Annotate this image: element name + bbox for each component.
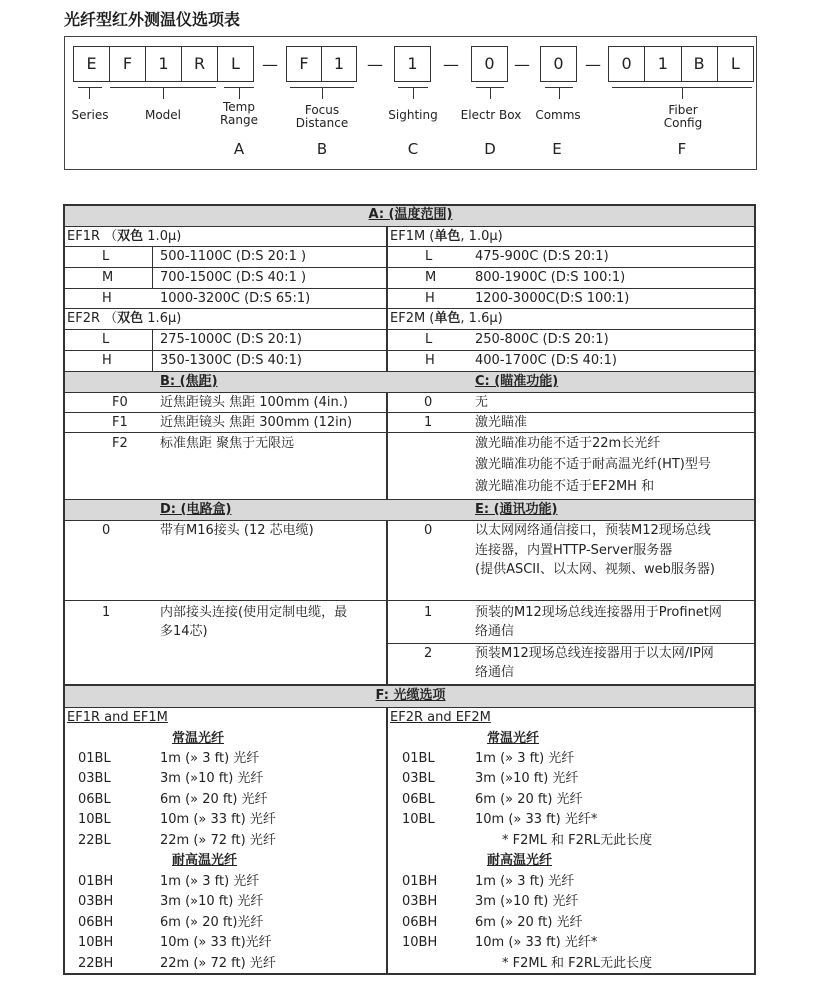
- ef1m-range: 800-1900C (D:S 100:1): [475, 270, 626, 285]
- rule: [65, 288, 754, 289]
- fiber-code: 03BH: [78, 894, 114, 909]
- ef1r-prefix: EF1R （: [67, 229, 118, 244]
- comms-line: 络通信: [475, 665, 515, 680]
- rule: [65, 350, 754, 351]
- rule: [65, 267, 754, 268]
- fiber-text: 3m (»10 ft) 光纤: [160, 771, 264, 786]
- code-char: 1: [333, 54, 345, 73]
- focus-text: 近焦距镜头 焦距 300mm (12in): [160, 415, 353, 430]
- section-f-header: F: 光缆选项: [375, 688, 446, 703]
- fiber-code: 22BL: [78, 833, 111, 848]
- comms-line: 连接器，内置HTTP-Server服务器: [475, 543, 673, 558]
- code-char: 0: [553, 54, 564, 73]
- column-divider: [386, 392, 388, 500]
- sighting-line: 激光瞄准功能不适于22m长光纤: [475, 436, 661, 451]
- code-box-model: [73, 46, 254, 82]
- label-model: Model: [144, 108, 182, 122]
- ef1r-code: M: [102, 270, 114, 285]
- code-char: 0: [609, 47, 645, 81]
- fiber-right-title: EF2R and EF2M: [390, 710, 491, 725]
- fiber-normal-label: 常温光纤: [172, 731, 225, 746]
- rule: [65, 308, 754, 309]
- ef1r-range: 1000-3200C (D:S 65:1): [160, 291, 311, 306]
- ef1m-code: L: [425, 249, 433, 264]
- ef1r-code: L: [102, 249, 110, 264]
- code-char: 0: [484, 54, 495, 73]
- code-char: F: [287, 47, 322, 81]
- fiber-code: 01BH: [78, 874, 114, 889]
- fiber-code: 01BL: [402, 751, 435, 766]
- fiber-text: 1m (» 3 ft) 光纤: [160, 874, 260, 889]
- fiber-note: * F2ML 和 F2RL无此长度: [502, 956, 653, 971]
- ef1r-bold: 双色: [117, 229, 144, 244]
- fiber-code: 06BH: [402, 915, 438, 930]
- fiber-text: 6m (» 20 ft) 光纤: [160, 792, 268, 807]
- electr-line: 多14芯): [160, 624, 208, 639]
- column-divider: [152, 246, 153, 288]
- code-box-focus: [286, 46, 357, 82]
- ef2r-range: 350-1300C (D:S 40:1): [160, 353, 302, 368]
- letter-b: B: [316, 140, 328, 158]
- ef1m-range: 475-900C (D:S 20:1): [475, 249, 609, 264]
- fiber-high-label: 耐高温光纤: [172, 853, 238, 868]
- ef2m-bold: 单色: [434, 311, 461, 326]
- fiber-code: 01BL: [78, 751, 111, 766]
- rule: [65, 226, 754, 227]
- fiber-text: 22m (» 72 ft) 光纤: [160, 956, 276, 971]
- fiber-code: 22BH: [78, 956, 114, 971]
- fiber-text: 1m (» 3 ft) 光纤: [475, 751, 575, 766]
- sighting-code: 0: [424, 395, 433, 410]
- code-char: B: [682, 47, 718, 81]
- ef2m-suffix: , 1.6μ): [460, 311, 503, 326]
- rule: [387, 643, 754, 644]
- code-char: L: [730, 54, 740, 73]
- ef2r-label: [67, 311, 181, 327]
- ef2m-prefix: EF2M (: [390, 311, 435, 326]
- fiber-code: 06BL: [402, 792, 435, 807]
- fiber-text: 3m (»10 ft) 光纤: [475, 771, 579, 786]
- ef1m-range: 1200-3000C(D:S 100:1): [475, 291, 630, 306]
- fiber-text: 1m (» 3 ft) 光纤: [160, 751, 260, 766]
- label-temp-range: Temp Range: [219, 100, 259, 127]
- ef2m-range: 250-800C (D:S 20:1): [475, 332, 609, 347]
- label-electr-box: Electr Box: [460, 108, 522, 122]
- bracket-focus: [290, 87, 354, 88]
- bracket-model: [110, 87, 216, 88]
- code-box-comms: [540, 46, 577, 82]
- section-a-header: A: (温度范围): [368, 207, 453, 222]
- section-d-header: D: (电路盒): [160, 502, 232, 517]
- code-box-electr: [471, 46, 508, 82]
- page-title: 光纤型红外测温仪选项表: [64, 10, 241, 29]
- bracket-series: [78, 87, 102, 88]
- ef2m-range: 400-1700C (D:S 40:1): [475, 353, 617, 368]
- comms-line: 预装M12现场总线连接器用于以太网/IP网: [475, 646, 714, 661]
- column-divider: [386, 520, 388, 684]
- fiber-code: 10BH: [78, 935, 114, 950]
- rule: [65, 432, 754, 433]
- column-divider: [152, 329, 153, 371]
- fiber-code: 03BL: [78, 771, 111, 786]
- fiber-left-title: EF1R and EF1M: [67, 710, 168, 725]
- focus-code: F2: [112, 436, 128, 451]
- ef2m-code: L: [425, 332, 433, 347]
- letter-e: E: [552, 140, 562, 158]
- label-fiber-config: Fiber Config: [663, 103, 703, 130]
- ef1r-label: [67, 229, 181, 245]
- fiber-text: 10m (» 33 ft) 光纤: [160, 812, 276, 827]
- fiber-text: 22m (» 72 ft) 光纤: [160, 833, 276, 848]
- code-box-sighting: [394, 46, 431, 82]
- comms-code: 1: [424, 605, 433, 620]
- focus-code: F0: [112, 395, 128, 410]
- electr-code: 1: [102, 605, 111, 620]
- fiber-text: 6m (» 20 ft) 光纤: [475, 792, 583, 807]
- sighting-code: 1: [424, 415, 433, 430]
- code-char: R: [182, 47, 218, 81]
- fiber-normal-label: 常温光纤: [487, 731, 540, 746]
- bracket-sighting: [398, 87, 428, 88]
- ef2r-code: L: [102, 332, 110, 347]
- fiber-text: 3m (»10 ft) 光纤: [475, 894, 579, 909]
- focus-code: F1: [112, 415, 128, 430]
- code-dash: —: [514, 55, 530, 74]
- rule: [65, 246, 754, 247]
- ef1r-suffix: 1.0μ): [143, 229, 182, 244]
- fiber-text: 6m (» 20 ft) 光纤: [475, 915, 583, 930]
- ef1m-suffix: , 1.0μ): [460, 229, 503, 244]
- letter-a: A: [233, 140, 245, 158]
- code-box-fiber: [608, 46, 754, 82]
- rule: [65, 707, 754, 708]
- rule: [65, 412, 754, 413]
- fiber-code: 10BH: [402, 935, 438, 950]
- electr-line: 内部接头连接(使用定制电缆，最: [160, 605, 348, 620]
- ef2r-bold: 双色: [117, 311, 144, 326]
- code-char: L: [231, 54, 240, 73]
- code-char: E: [74, 47, 110, 81]
- ef2r-prefix: EF2R （: [67, 311, 118, 326]
- sighting-text: 无: [475, 395, 489, 410]
- label-series: Series: [71, 108, 109, 122]
- code-dash: —: [262, 55, 278, 74]
- ef2r-suffix: 1.6μ): [143, 311, 182, 326]
- column-divider: [386, 707, 388, 973]
- label-sighting: Sighting: [388, 108, 438, 122]
- ef1m-code: M: [425, 270, 437, 285]
- section-e-header: E: (通讯功能): [475, 502, 558, 517]
- code-dash: —: [443, 55, 459, 74]
- comms-line: 预装的M12现场总线连接器用于Profinet网: [475, 605, 722, 620]
- comms-line: (提供ASCII、以太网、视频、web服务器): [475, 562, 715, 577]
- ef1r-range: 500-1100C (D:S 20:1 ): [160, 249, 307, 264]
- fiber-text: 6m (» 20 ft)光纤: [160, 915, 264, 930]
- fiber-code: 10BL: [402, 812, 435, 827]
- letter-d: D: [484, 140, 496, 158]
- electr-text: 带有M16接头 (12 芯电缆): [160, 523, 314, 538]
- code-dash: —: [585, 55, 601, 74]
- fiber-text: 3m (»10 ft) 光纤: [160, 894, 264, 909]
- rule: [65, 392, 754, 393]
- fiber-code: 10BL: [78, 812, 111, 827]
- focus-text: 标准焦距 聚焦于无限远: [160, 436, 295, 451]
- code-char: F: [110, 47, 146, 81]
- sighting-line: 激光瞄准: [475, 415, 528, 430]
- sighting-line: 激光瞄准功能不适于耐高温光纤(HT)型号: [475, 457, 711, 472]
- fiber-text: 1m (» 3 ft) 光纤: [475, 874, 575, 889]
- rule: [65, 600, 754, 601]
- focus-text: 近焦距镜头 焦距 100mm (4in.): [160, 395, 348, 410]
- code-char: 1: [146, 47, 182, 81]
- rule: [65, 499, 754, 500]
- section-b-header: B: (焦距): [160, 374, 218, 389]
- rule: [65, 371, 754, 372]
- label-comms: Comms: [535, 108, 581, 122]
- ef1m-prefix: EF1M (: [390, 229, 435, 244]
- fiber-code: 03BL: [402, 771, 435, 786]
- fiber-text: 10m (» 33 ft) 光纤*: [475, 935, 598, 950]
- fiber-code: 06BL: [78, 792, 111, 807]
- letter-c: C: [407, 140, 419, 158]
- fiber-text: 10m (» 33 ft) 光纤*: [475, 812, 598, 827]
- fiber-code: 06BH: [78, 915, 114, 930]
- ef1r-range: 700-1500C (D:S 40:1 ): [160, 270, 307, 285]
- comms-code: 2: [424, 646, 433, 661]
- comms-line: 络通信: [475, 624, 515, 639]
- rule: [65, 520, 754, 521]
- code-char: 1: [407, 54, 418, 73]
- ef1m-label: [390, 229, 503, 245]
- ef2r-range: 275-1000C (D:S 20:1): [160, 332, 302, 347]
- fiber-high-label: 耐高温光纤: [487, 853, 553, 868]
- fiber-code: 03BH: [402, 894, 438, 909]
- column-divider: [386, 226, 388, 372]
- code-char: 1: [645, 47, 681, 81]
- comms-code: 0: [424, 523, 433, 538]
- ef2r-code: H: [102, 353, 112, 368]
- ef1r-code: H: [102, 291, 112, 306]
- sighting-line: 激光瞄准功能不适于EF2MH 和: [475, 479, 655, 494]
- ef1m-code: H: [425, 291, 435, 306]
- section-c-header: C: (瞄准功能): [475, 374, 559, 389]
- ef1m-bold: 单色: [434, 229, 461, 244]
- bracket-fiber: [612, 87, 752, 88]
- code-dash: —: [367, 55, 383, 74]
- ef2m-label: [390, 311, 503, 327]
- electr-code: 0: [102, 523, 111, 538]
- bracket-electr: [476, 87, 504, 88]
- bracket-temp: [224, 87, 254, 88]
- rule: [65, 329, 754, 330]
- bracket-comms: [545, 87, 573, 88]
- label-focus-distance: Focus Distance: [295, 103, 349, 130]
- fiber-code: 01BH: [402, 874, 438, 889]
- ef2m-code: H: [425, 353, 435, 368]
- letter-f: F: [677, 140, 687, 158]
- fiber-note: * F2ML 和 F2RL无此长度: [502, 833, 653, 848]
- comms-line: 以太网网络通信接口，预装M12现场总线: [475, 523, 711, 538]
- rule: [65, 684, 754, 686]
- fiber-text: 10m (» 33 ft)光纤: [160, 935, 272, 950]
